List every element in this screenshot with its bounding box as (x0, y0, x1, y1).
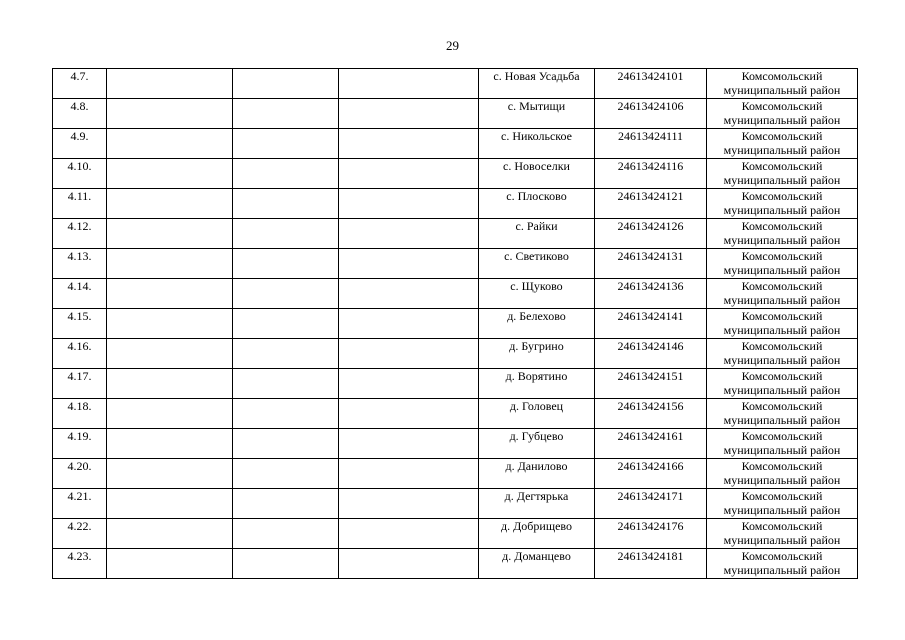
empty-cell-1 (107, 399, 233, 429)
empty-cell-3 (339, 99, 479, 129)
district-cell (707, 549, 858, 579)
empty-cell-1 (107, 339, 233, 369)
row-number-cell: 4.21. (53, 489, 107, 519)
empty-cell-1 (107, 99, 233, 129)
oktmo-code-cell: 24613424146 (595, 339, 707, 369)
empty-cell-2 (233, 309, 339, 339)
empty-cell-2 (233, 369, 339, 399)
oktmo-code-cell: 24613424136 (595, 279, 707, 309)
settlement-name-cell: с. Плосково (479, 189, 595, 219)
empty-cell-1 (107, 459, 233, 489)
district-cell (707, 399, 858, 429)
oktmo-code-cell: 24613424126 (595, 219, 707, 249)
row-number-cell: 4.19. (53, 429, 107, 459)
row-number-cell: 4.10. (53, 159, 107, 189)
district-line-1: Комсомольский (741, 189, 823, 203)
empty-cell-3 (339, 249, 479, 279)
district-line-2: муниципальный район (723, 143, 841, 157)
district-cell (707, 99, 858, 129)
district-line-2: муниципальный район (723, 263, 841, 277)
district-line-1: Комсомольский (741, 249, 823, 263)
district-cell (707, 519, 858, 549)
district-line-1: Комсомольский (741, 399, 823, 413)
district-cell (707, 339, 858, 369)
oktmo-code-cell: 24613424131 (595, 249, 707, 279)
empty-cell-1 (107, 429, 233, 459)
district-cell (707, 369, 858, 399)
oktmo-code-cell: 24613424121 (595, 189, 707, 219)
empty-cell-2 (233, 69, 339, 99)
settlement-name-cell: с. Светиково (479, 249, 595, 279)
empty-cell-2 (233, 549, 339, 579)
row-number-cell: 4.8. (53, 99, 107, 129)
empty-cell-3 (339, 369, 479, 399)
empty-cell-1 (107, 249, 233, 279)
table-row (53, 249, 858, 279)
row-number-cell: 4.18. (53, 399, 107, 429)
empty-cell-2 (233, 219, 339, 249)
district-line-1: Комсомольский (741, 339, 823, 353)
district-line-1: Комсомольский (741, 129, 823, 143)
table-row (53, 549, 858, 579)
table-row (53, 399, 858, 429)
empty-cell-2 (233, 249, 339, 279)
settlement-name-cell: с. Новоселки (479, 159, 595, 189)
empty-cell-1 (107, 189, 233, 219)
oktmo-code-cell: 24613424181 (595, 549, 707, 579)
empty-cell-3 (339, 399, 479, 429)
oktmo-code-cell: 24613424101 (595, 69, 707, 99)
table-row (53, 129, 858, 159)
table-row (53, 279, 858, 309)
table-row (53, 159, 858, 189)
empty-cell-2 (233, 279, 339, 309)
empty-cell-1 (107, 129, 233, 159)
empty-cell-2 (233, 189, 339, 219)
table-row (53, 489, 858, 519)
empty-cell-2 (233, 159, 339, 189)
table-row (53, 309, 858, 339)
empty-cell-3 (339, 69, 479, 99)
settlement-name-cell: д. Дегтярька (479, 489, 595, 519)
oktmo-code-cell: 24613424166 (595, 459, 707, 489)
empty-cell-2 (233, 519, 339, 549)
settlement-name-cell: с. Щуково (479, 279, 595, 309)
settlement-name-cell: д. Головец (479, 399, 595, 429)
row-number-cell: 4.16. (53, 339, 107, 369)
settlement-name-cell: д. Добрищево (479, 519, 595, 549)
row-number-cell: 4.23. (53, 549, 107, 579)
empty-cell-3 (339, 219, 479, 249)
table-row (53, 339, 858, 369)
district-line-1: Комсомольский (741, 459, 823, 473)
empty-cell-2 (233, 399, 339, 429)
empty-cell-3 (339, 459, 479, 489)
empty-cell-1 (107, 549, 233, 579)
district-cell (707, 309, 858, 339)
row-number-cell: 4.11. (53, 189, 107, 219)
row-number-cell: 4.7. (53, 69, 107, 99)
row-number-cell: 4.20. (53, 459, 107, 489)
row-number-cell: 4.15. (53, 309, 107, 339)
settlement-name-cell: д. Ворятино (479, 369, 595, 399)
empty-cell-3 (339, 549, 479, 579)
empty-cell-3 (339, 519, 479, 549)
district-cell (707, 489, 858, 519)
row-number-cell: 4.13. (53, 249, 107, 279)
district-line-2: муниципальный район (723, 173, 841, 187)
empty-cell-2 (233, 489, 339, 519)
empty-cell-2 (233, 99, 339, 129)
empty-cell-1 (107, 369, 233, 399)
oktmo-code-cell: 24613424171 (595, 489, 707, 519)
district-line-2: муниципальный район (723, 563, 841, 577)
oktmo-code-cell: 24613424161 (595, 429, 707, 459)
oktmo-code-cell: 24613424151 (595, 369, 707, 399)
district-cell (707, 69, 858, 99)
row-number-cell: 4.14. (53, 279, 107, 309)
district-line-2: муниципальный район (723, 503, 841, 517)
district-line-2: муниципальный район (723, 83, 841, 97)
district-line-2: муниципальный район (723, 323, 841, 337)
settlements-table (52, 68, 858, 579)
district-line-2: муниципальный район (723, 353, 841, 367)
table-row (53, 69, 858, 99)
oktmo-code-cell: 24613424106 (595, 99, 707, 129)
table-row (53, 519, 858, 549)
district-line-2: муниципальный район (723, 293, 841, 307)
district-line-1: Комсомольский (741, 429, 823, 443)
empty-cell-1 (107, 489, 233, 519)
district-line-2: муниципальный район (723, 473, 841, 487)
page-number: 29 (446, 38, 459, 53)
table-row (53, 429, 858, 459)
district-cell (707, 249, 858, 279)
district-line-1: Комсомольский (741, 489, 823, 503)
table-row (53, 459, 858, 489)
settlement-name-cell: с. Новая Усадьба (479, 69, 595, 99)
oktmo-code-cell: 24613424116 (595, 159, 707, 189)
row-number-cell: 4.12. (53, 219, 107, 249)
table-row (53, 189, 858, 219)
district-line-2: муниципальный район (723, 203, 841, 217)
table-row (53, 369, 858, 399)
district-line-1: Комсомольский (741, 279, 823, 293)
district-cell (707, 129, 858, 159)
oktmo-code-cell: 24613424111 (595, 129, 707, 159)
empty-cell-3 (339, 189, 479, 219)
oktmo-code-cell: 24613424176 (595, 519, 707, 549)
district-line-2: муниципальный район (723, 383, 841, 397)
empty-cell-1 (107, 159, 233, 189)
empty-cell-2 (233, 429, 339, 459)
settlement-name-cell: д. Бугрино (479, 339, 595, 369)
table-row (53, 99, 858, 129)
district-cell (707, 189, 858, 219)
district-line-1: Комсомольский (741, 99, 823, 113)
empty-cell-3 (339, 279, 479, 309)
empty-cell-1 (107, 219, 233, 249)
row-number-cell: 4.22. (53, 519, 107, 549)
empty-cell-2 (233, 129, 339, 159)
empty-cell-3 (339, 339, 479, 369)
district-line-2: муниципальный район (723, 413, 841, 427)
district-cell (707, 279, 858, 309)
settlement-name-cell: с. Райки (479, 219, 595, 249)
district-line-1: Комсомольский (741, 369, 823, 383)
oktmo-code-cell: 24613424156 (595, 399, 707, 429)
empty-cell-3 (339, 309, 479, 339)
oktmo-code-cell: 24613424141 (595, 309, 707, 339)
empty-cell-3 (339, 159, 479, 189)
empty-cell-1 (107, 279, 233, 309)
district-line-1: Комсомольский (741, 309, 823, 323)
district-cell (707, 219, 858, 249)
empty-cell-3 (339, 429, 479, 459)
district-line-2: муниципальный район (723, 533, 841, 547)
empty-cell-1 (107, 69, 233, 99)
district-line-2: муниципальный район (723, 233, 841, 247)
settlement-name-cell: д. Данилово (479, 459, 595, 489)
empty-cell-3 (339, 489, 479, 519)
district-cell (707, 429, 858, 459)
district-cell (707, 459, 858, 489)
empty-cell-1 (107, 519, 233, 549)
settlement-name-cell: д. Белехово (479, 309, 595, 339)
table-body (53, 69, 858, 579)
district-line-1: Комсомольский (741, 519, 823, 533)
settlement-name-cell: д. Доманцево (479, 549, 595, 579)
row-number-cell: 4.17. (53, 369, 107, 399)
district-line-2: муниципальный район (723, 113, 841, 127)
table-row (53, 219, 858, 249)
empty-cell-2 (233, 339, 339, 369)
district-line-1: Комсомольский (741, 549, 823, 563)
empty-cell-3 (339, 129, 479, 159)
district-cell (707, 159, 858, 189)
settlement-name-cell: с. Мытищи (479, 99, 595, 129)
district-line-1: Комсомольский (741, 159, 823, 173)
empty-cell-1 (107, 309, 233, 339)
settlement-name-cell: д. Губцево (479, 429, 595, 459)
district-line-1: Комсомольский (741, 69, 823, 83)
settlement-name-cell: с. Никольское (479, 129, 595, 159)
empty-cell-2 (233, 459, 339, 489)
district-line-1: Комсомольский (741, 219, 823, 233)
district-line-2: муниципальный район (723, 443, 841, 457)
row-number-cell: 4.9. (53, 129, 107, 159)
